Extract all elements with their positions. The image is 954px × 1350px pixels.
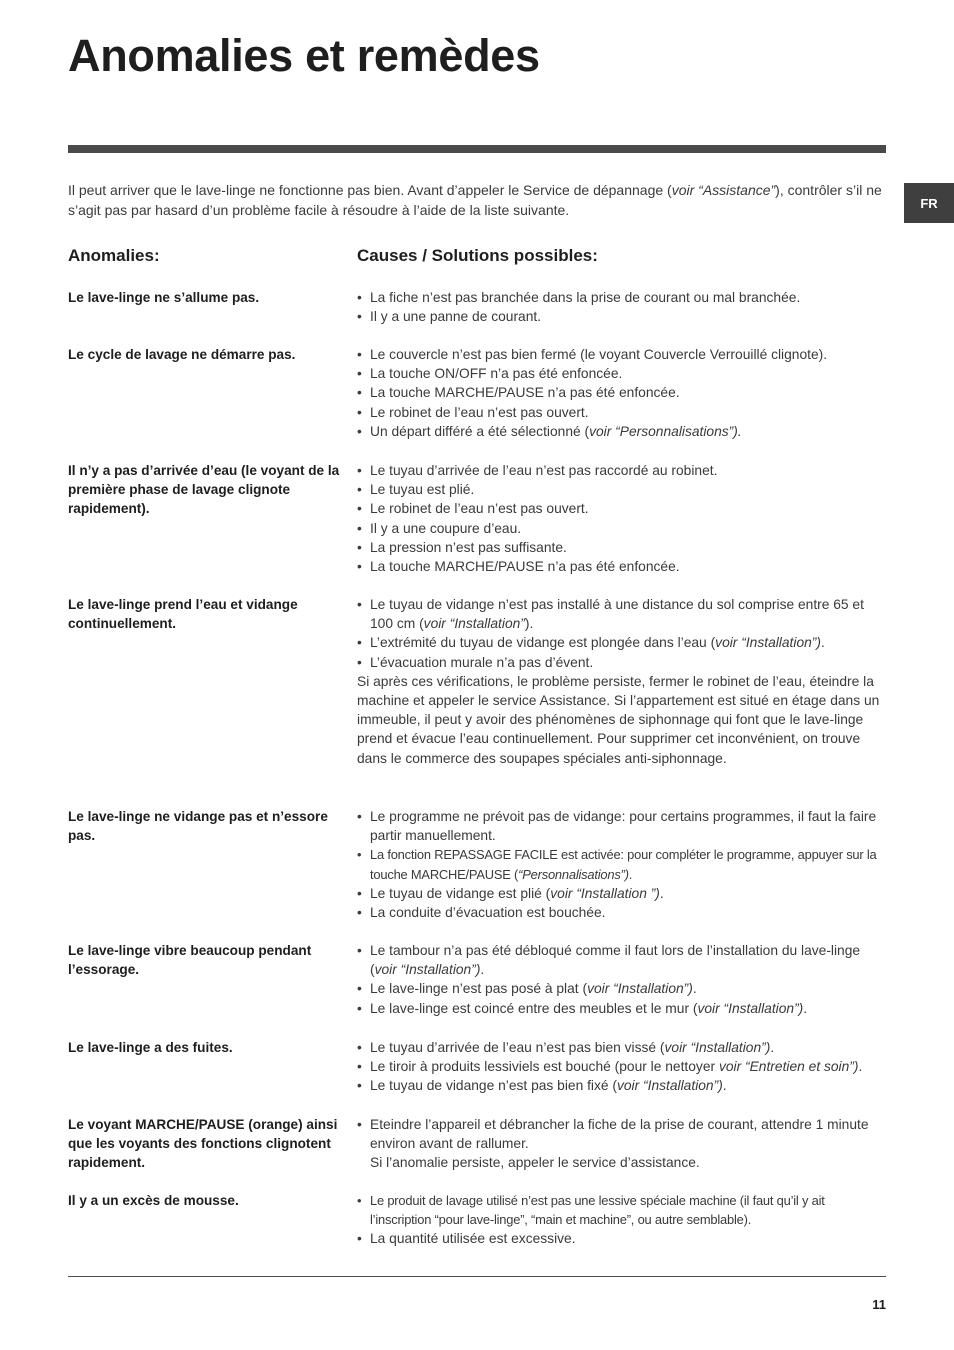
cause-text: Eteindre l’appareil et débrancher la fiche de la prise de courant, attendre 1 minute environ avant de rallumer. (370, 1117, 869, 1152)
cause-text-end: ). (524, 616, 534, 632)
intro-paragraph (68, 180, 888, 220)
cause-reference: voir “Installation”) (697, 1000, 804, 1016)
cause-text: L’évacuation murale n’a pas d’évent. (370, 654, 594, 670)
intro-reference: voir “Assistance” (671, 182, 776, 198)
causes-list (357, 288, 889, 326)
causes-list (357, 941, 889, 1018)
cause-text: La quantité utilisée est excessive. (370, 1231, 576, 1247)
cause-item (357, 1076, 889, 1095)
anomaly-label: Le cycle de lavage ne démarre pas. (68, 347, 296, 362)
cause-text-end: . (722, 1078, 727, 1094)
causes-list (357, 1038, 889, 1096)
cause-text: Le produit de lavage utilisé n’est pas une lessive spéciale machine (il faut qu’il y ait l’inscription “pour lave-linge”, “main et machine”, ou autre semblable). (370, 1193, 825, 1228)
cause-item (357, 422, 889, 441)
cause-text: Le robinet de l’eau n’est pas ouvert. (370, 501, 589, 517)
cause-item (357, 633, 889, 652)
cause-text: Il y a une panne de courant. (370, 309, 542, 325)
cause-item (357, 999, 889, 1018)
cause-text-end: . (480, 962, 485, 978)
cause-item (357, 1191, 889, 1229)
cause-text: Le tuyau d’arrivée de l’eau n’est pas raccordé au robinet. (370, 463, 718, 478)
cause-text: Le couvercle n’est pas bien fermé (le voyant Couvercle Verrouillé clignote). (370, 347, 828, 362)
cause-reference: “Personnalisations”) (518, 866, 629, 882)
cause-text-end: . (820, 635, 825, 651)
cause-reference: voir “Installation ”) (550, 885, 660, 901)
cause-item (357, 903, 889, 922)
cause-item (357, 807, 889, 845)
anomaly-label: Le lave-linge prend l’eau et vidange continuellement. (68, 597, 298, 632)
cause-item (357, 1038, 889, 1057)
intro-text-end: ), contrôler s’il ne s’agit pas par hasard d’un problème facile à résoudre à l’aide de la liste suivante. (68, 182, 882, 218)
causes-list (357, 595, 889, 768)
cause-item (357, 1229, 889, 1248)
causes-list (357, 807, 889, 922)
cause-item (357, 1115, 889, 1153)
cause-text: La touche ON/OFF n’a pas été enfoncée. (370, 366, 623, 382)
causes-list (357, 1191, 889, 1249)
cause-item (357, 403, 889, 422)
cause-item (357, 538, 889, 557)
page-title: Anomalies et remèdes (68, 30, 540, 81)
intro-text-start: Il peut arriver que le lave-linge ne fonctionne pas bien. Avant d’appeler le Service de dépannage ( (68, 182, 672, 198)
cause-item (357, 383, 889, 402)
anomaly-label: Il n’y a pas d’arrivée d’eau (le voyant de la première phase de lavage clignote rapidement). (68, 463, 340, 517)
cause-text: La conduite d’évacuation est bouchée. (370, 905, 606, 921)
cause-text: L’extrémité du tuyau de vidange est plongée dans l’eau ( (370, 635, 716, 651)
cause-item (357, 845, 889, 883)
cause-item (357, 307, 889, 326)
cause-text-end: . (692, 981, 697, 997)
cause-text: Le programme ne prévoit pas de vidange: pour certains programmes, il faut la faire partir manuellement. (370, 809, 877, 844)
footer-divider (68, 1276, 886, 1277)
cause-item (357, 519, 889, 538)
cause-text: Le robinet de l’eau n’est pas ouvert. (370, 404, 589, 420)
cause-text: Le tambour n’a pas été débloqué comme il faut lors de l’installation du lave-linge ( (370, 943, 861, 978)
cause-item (357, 1057, 889, 1076)
cause-item (357, 364, 889, 383)
cause-note: Si après ces vérifications, le problème persiste, fermer le robinet de l’eau, éteindre la machine et appeler le service Assistance. Si l’appartement est situé en étage dans un immeuble, il peut y avoir des phénomènes de siphonnage qui font que le lave-linge prend et évacue l’eau continuellement. Pour supprimer cet inconvénient, on trouve dans le commerce des soupapes spéciales anti-siphonnage. (357, 673, 880, 766)
cause-text: Le lave-linge n’est pas posé à plat ( (370, 981, 588, 997)
cause-text: Le tuyau de vidange n’est pas installé à une distance du sol comprise entre 65 et 100 cm ( (370, 597, 864, 632)
cause-text: Le tuyau de vidange n’est pas bien fixé ( (370, 1078, 617, 1094)
anomaly-label: Le lave-linge vibre beaucoup pendant l’essorage. (68, 943, 312, 978)
cause-item (357, 461, 889, 480)
cause-text: La touche MARCHE/PAUSE n’a pas été enfoncée. (370, 385, 680, 401)
cause-item (357, 595, 889, 633)
causes-list (357, 461, 889, 576)
cause-reference: voir “Installation”) (616, 1078, 723, 1094)
cause-item (357, 345, 889, 364)
cause-item (357, 557, 889, 576)
anomaly-label: Le lave-linge a des fuites. (68, 1040, 233, 1055)
cause-item (357, 480, 889, 499)
cause-text: Le tiroir à produits lessiviels est bouché (pour le nettoyer (370, 1059, 719, 1075)
causes-list (357, 1115, 889, 1173)
header-divider (68, 145, 886, 153)
cause-reference: voir “Installation”) (587, 981, 693, 997)
cause-reference: voir “Installation”) (715, 635, 821, 651)
causes-header: Causes / Solutions possibles: (357, 246, 598, 265)
cause-text: La pression n’est pas suffisante. (370, 539, 567, 555)
anomaly-label: Le lave-linge ne s’allume pas. (68, 290, 260, 305)
cause-reference: voir “Entretien et soin”) (718, 1059, 859, 1075)
cause-text: Le tuyau de vidange est plié ( (370, 885, 551, 901)
cause-followup: Si l’anomalie persiste, appeler le service d’assistance. (370, 1155, 700, 1171)
anomaly-label: Le voyant MARCHE/PAUSE (orange) ainsi que les voyants des fonctions clignotent rapidement. (68, 1117, 338, 1171)
cause-text-end: . (858, 1059, 863, 1075)
anomaly-label: Il y a un excès de mousse. (68, 1193, 239, 1208)
cause-text: Le lave-linge est coincé entre des meubles et le mur ( (370, 1000, 698, 1016)
cause-reference: voir “Installation” (423, 616, 525, 632)
anomalies-header: Anomalies: (68, 246, 160, 265)
cause-text: La fonction REPASSAGE FACILE est activée: pour compléter le programme, appuyer sur la touche MARCHE/PAUSE ( (370, 847, 877, 882)
cause-item (357, 979, 889, 998)
cause-item (357, 288, 889, 307)
language-tab: FR (904, 183, 954, 223)
cause-text-end: . (803, 1000, 808, 1016)
cause-text-end: . (628, 866, 633, 882)
cause-text: Un départ différé a été sélectionné ( (370, 423, 590, 439)
cause-reference: voir “Installation”) (374, 962, 481, 978)
anomaly-label: Le lave-linge ne vidange pas et n’essore pas. (68, 809, 328, 844)
cause-text: Il y a une coupure d’eau. (370, 520, 522, 536)
causes-list (357, 345, 889, 441)
cause-item (357, 941, 889, 979)
cause-text: Le tuyau d’arrivée de l’eau n’est pas bien vissé ( (370, 1040, 665, 1055)
cause-item (357, 653, 889, 672)
cause-text: La fiche n’est pas branchée dans la prise de courant ou mal branchée. (370, 290, 801, 305)
cause-text-end: . (659, 885, 664, 901)
cause-reference: voir “Installation”) (664, 1040, 771, 1055)
cause-item (357, 884, 889, 903)
cause-text: La touche MARCHE/PAUSE n’a pas été enfoncée. (370, 559, 680, 575)
cause-text-end: . (770, 1040, 775, 1055)
cause-text: Le tuyau est plié. (370, 482, 475, 498)
page-number: 11 (872, 1297, 886, 1312)
cause-item (357, 499, 889, 518)
cause-reference: voir “Personnalisations”). (589, 423, 742, 439)
